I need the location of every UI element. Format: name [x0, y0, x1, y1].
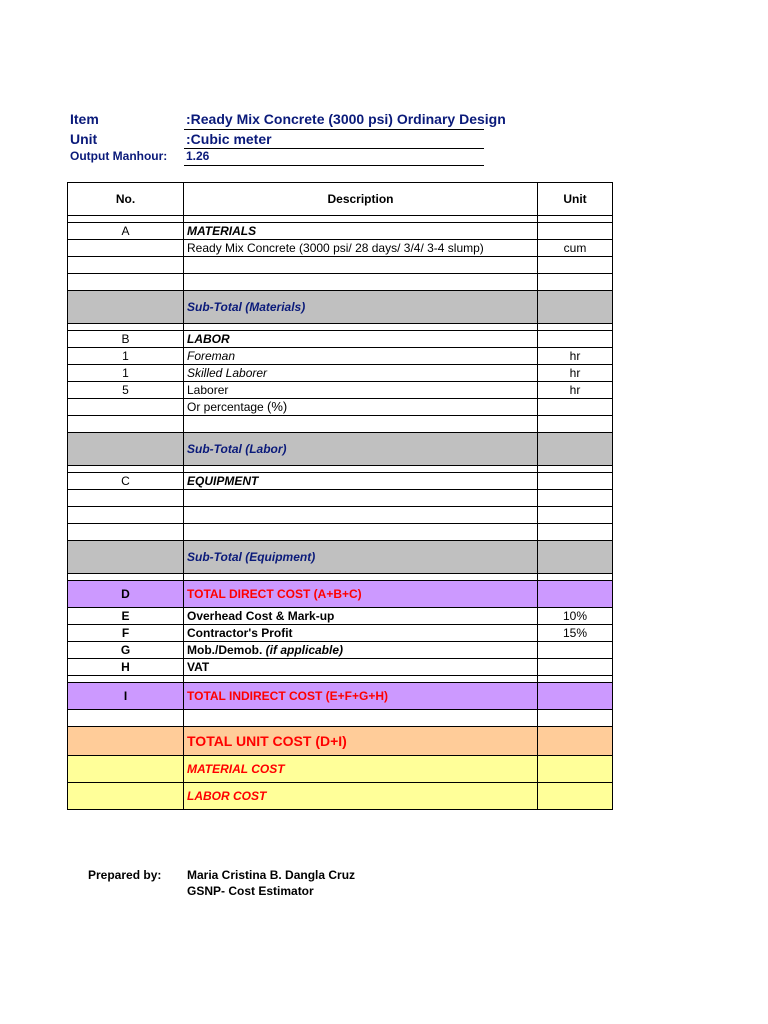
materials-no: A: [68, 223, 184, 240]
total-direct-cost-row: [68, 581, 613, 608]
vat-desc: VAT: [184, 659, 538, 676]
subtotal-labor-row: [68, 433, 613, 466]
labor-percentage: [184, 399, 538, 416]
labor-qty: 1: [68, 365, 184, 382]
labor-desc: Laborer: [184, 382, 538, 399]
material-cost-row: [68, 756, 613, 783]
profit-row: [68, 625, 613, 642]
total-indirect-cost-row: [68, 683, 613, 710]
overhead-no: E: [68, 608, 184, 625]
labor-desc: Foreman: [184, 348, 538, 365]
subtotal-equipment-row: [68, 541, 613, 574]
subtotal-labor-label: Sub-Total (Labor): [184, 433, 538, 466]
empty-row: [68, 710, 613, 727]
labor-percentage-suffix: (%): [267, 399, 288, 414]
spacer-row: [68, 324, 613, 331]
labor-cost-row: [68, 783, 613, 810]
material-cost-label: MATERIAL COST: [184, 756, 538, 783]
empty-row: [68, 490, 613, 507]
total-unit-cost-row: [68, 727, 613, 756]
overhead-row: [68, 608, 613, 625]
labor-row-laborer: [68, 382, 613, 399]
subtotal-equipment-label: Sub-Total (Equipment): [184, 541, 538, 574]
total-indirect-cost-label: TOTAL INDIRECT COST (E+F+G+H): [184, 683, 538, 710]
labor-desc: Skilled Laborer: [184, 365, 538, 382]
materials-item-desc: Ready Mix Concrete (3000 psi/ 28 days/ 3/4/ 3-4 slump): [184, 240, 538, 257]
labor-cost-label: LABOR COST: [184, 783, 538, 810]
direct-no: D: [68, 581, 184, 608]
labor-unit: hr: [538, 365, 613, 382]
overhead-rate: 10%: [538, 608, 613, 625]
item-underline: [184, 129, 484, 130]
preparer-name: Maria Cristina B. Dangla Cruz: [187, 868, 356, 882]
empty-row: [68, 274, 613, 291]
indirect-no: I: [68, 683, 184, 710]
unit-label: Unit: [70, 131, 98, 147]
manhour-value: 1.26: [186, 149, 210, 163]
col-description-header: Description: [184, 183, 538, 216]
labor-heading-row: [68, 331, 613, 348]
materials-item-unit: cum: [538, 240, 613, 257]
cost-estimate-table: [67, 182, 613, 810]
labor-row-skilled: [68, 365, 613, 382]
mobdemob-no: G: [68, 642, 184, 659]
equipment-title: EQUIPMENT: [184, 473, 538, 490]
mobdemob-desc-main: Mob./Demob.: [187, 643, 266, 657]
mobdemob-row: [68, 642, 613, 659]
empty-row: [68, 257, 613, 274]
labor-row-foreman: [68, 348, 613, 365]
spacer-row: [68, 676, 613, 683]
subtotal-materials-row: [68, 291, 613, 324]
labor-percentage-row: [68, 399, 613, 416]
labor-qty: 5: [68, 382, 184, 399]
spacer-row: [68, 574, 613, 581]
profit-rate: 15%: [538, 625, 613, 642]
spacer-row: [68, 216, 613, 223]
overhead-desc: Overhead Cost & Mark-up: [184, 608, 538, 625]
unit-underline: [184, 148, 484, 149]
col-no-header: No.: [68, 183, 184, 216]
materials-title: MATERIALS: [184, 223, 538, 240]
labor-unit: hr: [538, 348, 613, 365]
subtotal-materials-label: Sub-Total (Materials): [184, 291, 538, 324]
labor-percentage-prefix: Or percentage: [187, 400, 268, 414]
vat-no: H: [68, 659, 184, 676]
empty-row: [68, 524, 613, 541]
col-unit-header: Unit: [538, 183, 613, 216]
unit-value: :Cubic meter: [186, 131, 272, 147]
equipment-no: C: [68, 473, 184, 490]
labor-no: B: [68, 331, 184, 348]
preparer-role: GSNP- Cost Estimator: [187, 884, 314, 898]
profit-desc: Contractor's Profit: [184, 625, 538, 642]
spacer-row: [68, 466, 613, 473]
labor-unit: hr: [538, 382, 613, 399]
item-value: :Ready Mix Concrete (3000 psi) Ordinary Design: [186, 111, 506, 127]
labor-qty: 1: [68, 348, 184, 365]
materials-heading-row: [68, 223, 613, 240]
profit-no: F: [68, 625, 184, 642]
labor-title: LABOR: [184, 331, 538, 348]
total-unit-cost-label: TOTAL UNIT COST (D+I): [184, 727, 538, 756]
empty-row: [68, 507, 613, 524]
mobdemob-desc: [184, 642, 538, 659]
vat-row: [68, 659, 613, 676]
equipment-heading-row: [68, 473, 613, 490]
materials-item-row: [68, 240, 613, 257]
mobdemob-desc-note: (if applicable): [265, 643, 344, 657]
empty-row: [68, 416, 613, 433]
table-header-row: [68, 183, 613, 216]
prepared-by-label: Prepared by:: [88, 868, 162, 882]
item-label: Item: [70, 111, 99, 127]
manhour-underline: [184, 165, 484, 166]
total-direct-cost-label: TOTAL DIRECT COST (A+B+C): [184, 581, 538, 608]
manhour-label: Output Manhour:: [70, 149, 168, 163]
